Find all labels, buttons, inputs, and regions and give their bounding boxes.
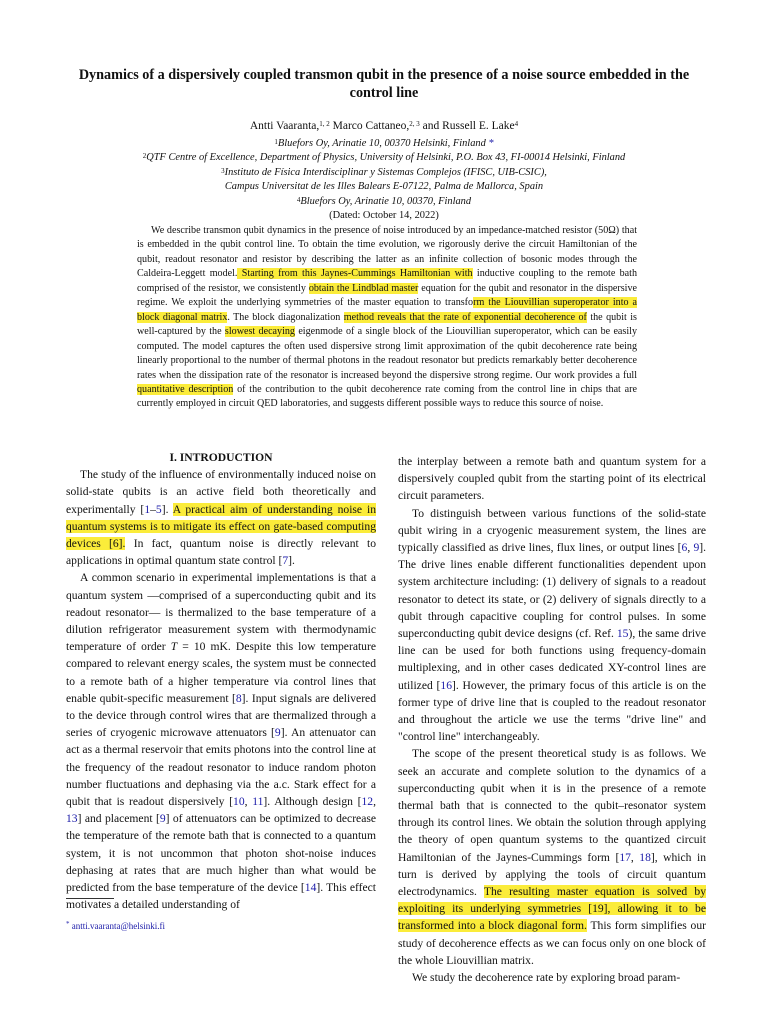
citation-link[interactable]: 6 [681,541,688,555]
highlight[interactable]: A practical aim of understanding noise in quantum systems is to mitigate its effect on gate-based computing devices [6]. [66,502,377,551]
author-2-affil: 2, 3 [409,120,420,128]
citation-link[interactable]: 16 [440,678,452,692]
author-3: and Russell E. Lake [422,120,515,132]
affiliation-3-cont: Campus Universitat de les Illes Balears E-07122, Palma de Mallorca, Spain [224,181,544,193]
affiliation-2: $^2$QTF Centre of Excellence, Department of Physics, University of Helsinki, P.O. Box 43, FI-00014 Helsinki, Finland [142,152,626,164]
footnote-mark: * [66,920,70,928]
citation-link[interactable]: 1 [144,502,151,516]
affiliations [60,137,708,223]
citation-link[interactable]: 13 [66,812,78,826]
highlight[interactable]: obtain the Lindblad master [308,282,419,294]
citation-link[interactable]: 12 [361,795,374,809]
footnote-marker[interactable]: * [488,138,494,149]
author-list [60,119,708,133]
affiliation-4: $^4$Bluefors Oy, Arinatie 10, 00370, Finland [296,195,472,207]
highlight[interactable]: rm the Liouvillian superoperator into a block diagonal matrix [137,297,637,323]
paragraph: The scope of the present theoretical study is as follows. We seek an accurate and complete solution to the dynamics of a superconducting qubit when it is in the presence of a remote thermal bath that is connected to the qubit–resonator system through its control lines. We obtain the solution through applying the theory of open quantum systems to the quantized circuit Hamiltonian of the Jaynes-Cummings form [17, 18], which in turn is derived by applying the tools of circuit quantum electrodynamics. The resulting master equation is solved by exploiting its underlying symmetries [19], allowing it to be transformed into a block diagonal form. This form simplifies our study of decoherence effects as we can focus only on one block of the whole Liouvillian matrix. [398,747,706,967]
date-line: (Dated: October 14, 2022) [329,210,439,222]
paragraph: the interplay between a remote bath and quantum system for a dispersively coupled qubit from the starting point of its electrical circuit parameters. [398,455,706,503]
math-symbol: T [170,640,178,654]
citation-link[interactable]: 10 [233,795,245,809]
paper-title: Dynamics of a dispersively coupled transmon qubit in the presence of a noise source embedded in the control line [78,67,690,101]
highlight[interactable]: slowest decaying [224,326,295,338]
citation-link[interactable]: 8 [235,691,242,705]
citation-link[interactable]: 11 [252,795,264,809]
paragraph: We study the decoherence rate by exploring broad param- [412,971,681,985]
abstract: We describe transmon qubit dynamics in the presence of noise introduced by an impedance-matched resistor (50Ω) that is embedded in the qubit control line. To obtain the time evolution, we rigorously derive the circuit Hamiltonian of the qubit, readout resonator and resistor by describing the latter as an infinite collection of bosonic modes through the Caldeira-Leggett model. Starting from this Jaynes-Cummings Hamiltonian with inductive coupling to the remote bath comprised of the resistor, we consistently obtain the Lindblad master equation for the qubit and resonator in the dispersive regime. We exploit the underlying symmetries of the master equation to transform the Liouvillian superoperator into a block diagonal matrix. The block diagonalization method reveals that the rate of exponential decoherence of the qubit is well-captured by the slowest decaying eigenmode of a single block of the Liouvillian superoperator, which can be easily computed. The model captures the often used dispersive strong limit approximation of the qubit decoherence rate being linearly proportional to the number of thermal photons in the readout resonator but predicts remarkably better decoherence rates when the dissipation rate of the resonator is increased beyond the dispersive strong regime. Our work provides a full quantitative description of the contribution to the qubit decoherence rate coming from the control line in chips that are currently employed in circuit QED laboratories, and suggests different possible ways to reduce this source of noise. [137,225,638,410]
citation-link[interactable]: 9 [159,812,166,826]
citation-link[interactable]: 9 [274,726,281,740]
citation-link[interactable]: 17 [619,850,631,864]
citation-link[interactable]: 5 [155,502,162,516]
citation-link[interactable]: 18 [639,850,651,864]
author-email-link[interactable]: antti.vaaranta@helsinki.fi [71,921,166,931]
footnote [66,920,376,932]
affiliation-1: $^1$Bluefors Oy, Arinatie 10, 00370 Helsinki, Finland * [274,138,494,149]
section-heading: I. INTRODUCTION [169,451,273,464]
paragraph: A common scenario in experimental implementations is that a quantum system —comprised of a superconducting qubit and its readout resonator— is thermalized to the base temperature of a dilution refrigerator measurement system with thermodynamic temperature of order T = 10 mK. Despite this low temperature compared to relevant energy scales, the system must be connected to a remote bath of a higher temperature via control lines that enable qubit-specific measurement [8]. Input signals are delivered to the device through control wires that are thermalized through a series of cryogenic microwave attenuators [9]. An attenuator can act as a thermal reservoir that emits photons into the control line at the frequency of the readout resonator to induce random photon number fluctuations and dephasing via the a.c. Stark effect for a qubit that is readout dispersively [10, 11]. Although design [12, 13] and placement [9] of attenuators can be optimized to decrease the temperature of the remote bath that is connected to a quantum system, it is not uncommon that photon shot-noise induces dephasing at rates that are much higher than what would be predicted from the base temperature of the device [14]. This effect motivates a detailed understanding of [66,571,377,912]
highlight[interactable]: quantitative description [137,383,234,395]
author-3-affil: 4 [514,120,519,128]
highlight[interactable]: The resulting master equation is solved by exploiting its underlying symmetries [19], allowing it to be transformed into a block diagonal form. [398,885,706,933]
citation-link[interactable]: 15 [616,627,629,641]
citation-link[interactable]: 9 [693,541,700,555]
paragraph: To distinguish between various functions of the solid-state qubit wiring in a cryogenic measurement system, the lines are typically classified as drive lines, flux lines, or output lines [6, 9]. The drive lines enable different functionalities dependent upon system architecture including: (1) delivery of signals to a readout resonator to detect its state, or (2) delivery of signals directly to a qubit through capacitive coupling for control pulses. In some superconducting qubit device designs (cf. Ref. 15), the same drive line can be used for both functions using frequency-domain multiplexing, and in other cases dedicated XY-control lines are utilized [16]. However, the primary focus of this article is on the former type of drive line that is coupled to the readout resonator and throughout the article we use the terms "drive line" and "control line" interchangeably. [398,506,707,744]
author-1-affil: 1, 2 [319,120,330,128]
author-2: Marco Cattaneo, [332,120,410,132]
highlight[interactable]: method reveals that the rate of exponential decoherence of [343,311,587,323]
highlight[interactable]: Starting from this Jaynes-Cummings Hamiltonian with [237,268,473,280]
right-column [398,453,706,986]
left-column [66,449,376,913]
paragraph: The study of the influence of environmentally induced noise on solid-state qubits is an active field both theoretically and experimentally [1–5]. A practical aim of understanding noise in quantum systems is to mitigate its effect on gate-based computing devices [6]. In fact, quantum noise is directly relevant to applications in optimal quantum state control [7]. [66,468,377,568]
citation-link[interactable]: 14 [304,881,317,895]
affiliation-3: $^3$Instituto de Física Interdisciplinar y Sistemas Complejos (IFISC, UIB-CSIC), [221,166,547,178]
citation-link[interactable]: 7 [282,554,289,568]
footnote-divider [66,898,114,899]
author-1: Antti Vaaranta, [249,120,320,132]
